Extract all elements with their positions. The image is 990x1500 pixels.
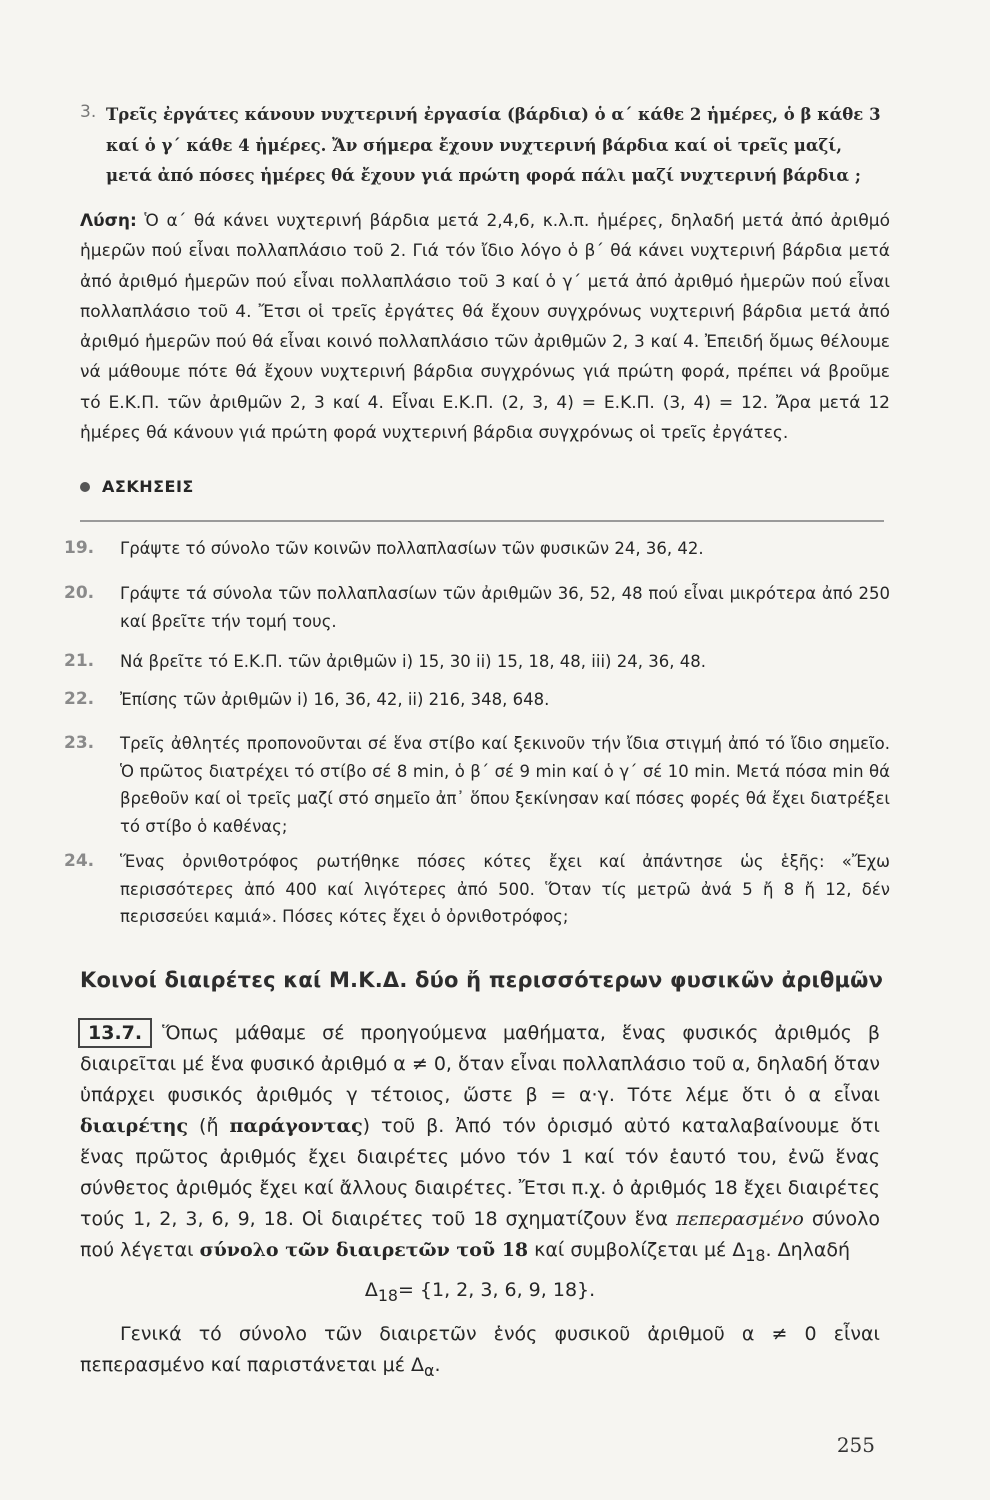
theory-text: . — [434, 1353, 441, 1376]
bullet-icon — [80, 482, 90, 492]
subscript: α — [424, 1360, 435, 1380]
exercise-item — [64, 535, 890, 563]
theory-block — [80, 1018, 880, 1385]
exercise-item — [64, 848, 890, 931]
formula-subscript: 18 — [377, 1285, 398, 1305]
exercise-text: Ἕνας ὀρνιθοτρόφος ρωτήθηκε πόσες κότες ἔχει καί ἀπάντησε ὡς ἑξῆς: «Ἔχω περισσότερες ἀπό 400 καί λιγότερες ἀπό 500. Ὅταν τίς μετρῶ ἀνά 5 ἤ 8 ἤ 12, δέν περισσεύει καμιά». Πόσες κότες ἔχει ὁ ὀρνιθοτρόφος; — [120, 852, 890, 926]
formula-lhs: Δ — [364, 1278, 378, 1301]
theory-text: καί συμβολίζεται μέ Δ — [528, 1239, 746, 1261]
formula — [80, 1275, 880, 1311]
exercise-text: Νά βρεῖτε τό Ε.Κ.Π. τῶν ἀριθμῶν i) 15, 30 ii) 15, 18, 48, iii) 24, 36, 48. — [120, 652, 706, 671]
general-statement — [80, 1319, 880, 1386]
exercise-item — [64, 730, 890, 840]
page-number: 255 — [836, 1433, 875, 1457]
exercise-number: 22. — [64, 689, 95, 709]
exercise-item — [64, 648, 890, 676]
theory-text: Ὅπως μάθαμε σέ προηγούμενα μαθήματα, ἕνας φυσικός ἀριθμός β διαιρεῖται μέ ἕνα φυσικό ἀριθμό α ≠ 0, ὅταν εἶναι πολλαπλάσιο τοῦ α, δηλαδή ὅταν ὑπάρχει φυσικός ἀριθμός γ τέτοιος, ὥστε β = α·γ. Τότε λέμε ὅτι ὁ α εἶναι — [80, 1022, 880, 1106]
solution-text: Ὁ α΄ θά κάνει νυχτερινή βάρδια μετά 2,4,6, κ.λ.π. ἡμέρες, δηλαδή μετά ἀπό ἀριθμό ἡμερῶν πού εἶναι πολλαπλάσιο τοῦ 2. Γιά τόν ἴδιο λόγο ὁ β΄ θά κάνει νυχτερινή βάρδια μετά ἀπό ἀριθμό ἡμερῶν πού εἶναι πολλαπλάσιο τοῦ 3 καί ὁ γ΄ μετά ἀπό ἀριθμό ἡμερῶν πού εἶναι πολλαπλάσιο τοῦ 4. Ἔτσι οἱ τρεῖς ἐργάτες θά ἔχουν συγχρόνως νυχτερινή βάρδια μετά ἀπό ἀριθμό ἡμερῶν πού θά εἶναι κοινό πολλαπλάσιο τῶν ἀριθμῶν 2, 3 καί 4. Ἐπειδή ὅμως θέλουμε νά μάθουμε πότε θά ἔχουν νυχτερινή βάρδια συγχρόνως γιά πρώτη φορά, πρέπει νά βροῦμε τό Ε.Κ.Π. τῶν ἀριθμῶν 2, 3 καί 4. Εἶναι Ε.Κ.Π. (2, 3, 4) = Ε.Κ.Π. (3, 4) = 12. Ἄρα μετά 12 ἡμέρες θά κάνουν γιά πρώτη φορά νυχτερινή βάρδια συγχρόνως οἱ τρεῖς ἐργάτες. — [80, 211, 890, 444]
exercise-number: 23. — [64, 733, 95, 753]
theory-text: σύνολο πού λέγεται — [80, 1208, 880, 1261]
subscript: 18 — [745, 1245, 766, 1265]
problem-text: Τρεῖς ἐργάτες κάνουν νυχτερινή ἐργασία (βάρδια) ὁ α΄ κάθε 2 ἡμέρες, ὁ β κάθε 3 καί ὁ γ΄ κάθε 4 ἡμέρες. Ἄν σήμερα ἔχουν νυχτερινή βάρδια καί οἱ τρεῖς μαζί, μετά ἀπό πόσες ἡμέρες θά ἔχουν γιά πρώτη φορά πάλι μαζί νυχτερινή βάρδια ; — [106, 105, 881, 185]
theory-text: (ἤ — [188, 1115, 230, 1137]
exercise-item — [64, 580, 890, 635]
theory-text: . Δηλαδή — [765, 1239, 851, 1261]
exercises-title: ΑΣΚΗΣΕΙΣ — [102, 477, 194, 496]
problem-3 — [80, 100, 890, 192]
exercise-text: Γράψτε τό σύνολο τῶν κοινῶν πολλαπλασίων τῶν φυσικῶν 24, 36, 42. — [120, 539, 704, 558]
solution-label: Λύση: — [80, 211, 137, 231]
exercise-text: Ἐπίσης τῶν ἀριθμῶν i) 16, 36, 42, ii) 216, 348, 648. — [120, 690, 550, 709]
section-title: Κοινοί διαιρέτες καί Μ.Κ.Δ. δύο ἤ περισσότερων φυσικῶν ἀριθμῶν — [80, 968, 884, 992]
term-finite: πεπερασμένο — [676, 1208, 804, 1230]
theory-text: ) τοῦ β. Ἀπό τόν ὁρισμό αὐτό καταλαβαίνουμε ὅτι ἕνας πρῶτος ἀριθμός ἔχει διαιρέτες μόνο τόν 1 καί τόν ἑαυτό του, ἐνῶ ἕνας σύνθετος ἀριθμός ἔχει καί ἄλλους διαιρέτες. Ἔτσι π.χ. ὁ ἀριθμός 18 ἔχει διαιρέτες τούς 1, 2, 3, 6, 9, 18. Οἱ διαιρέτες τοῦ 18 σχηματίζουν ἕνα — [80, 1115, 880, 1230]
exercise-number: 20. — [64, 583, 95, 603]
solution — [80, 206, 890, 448]
exercise-text: Τρεῖς ἀθλητές προπονοῦνται σέ ἕνα στίβο καί ξεκινοῦν τήν ἴδια στιγμή ἀπό τό ἴδιο σημεῖο. Ὁ πρῶτος διατρέχει τό στίβο σέ 8 min, ὁ β΄ σέ 9 min καί ὁ γ΄ σέ 10 min. Μετά πόσα min θά βρεθοῦν καί οἱ τρεῖς μαζί στό σημεῖο ἀπ᾽ ὅπου ξεκίνησαν καί πόσες φορές θά ἔχει διατρέξει τό στίβο ὁ καθένας; — [120, 734, 890, 836]
exercise-item — [64, 686, 890, 714]
exercises-heading — [80, 476, 890, 496]
problem-number: 3. — [80, 102, 97, 122]
exercise-number: 19. — [64, 538, 95, 558]
paragraph-number-box: 13.7. — [78, 1018, 152, 1048]
exercise-text: Γράψτε τά σύνολα τῶν πολλαπλασίων τῶν ἀριθμῶν 36, 52, 48 πού εἶναι μικρότερα ἀπό 250 καί βρεῖτε τήν τομή τους. — [120, 584, 890, 631]
formula-rhs: = {1, 2, 3, 6, 9, 18}. — [397, 1278, 596, 1301]
theory-text: Γενικά τό σύνολο τῶν διαιρετῶν ἑνός φυσικοῦ ἀριθμοῦ α ≠ 0 εἶναι πεπερασμένο καί παριστάνεται μέ Δ — [80, 1322, 880, 1376]
exercise-number: 24. — [64, 851, 95, 871]
divider — [80, 520, 884, 522]
term-divisor: διαιρέτης — [80, 1115, 189, 1137]
exercise-number: 21. — [64, 651, 95, 671]
term-divisor-set: σύνολο τῶν διαιρετῶν τοῦ 18 — [199, 1239, 529, 1261]
term-factor: παράγοντας — [229, 1115, 363, 1137]
